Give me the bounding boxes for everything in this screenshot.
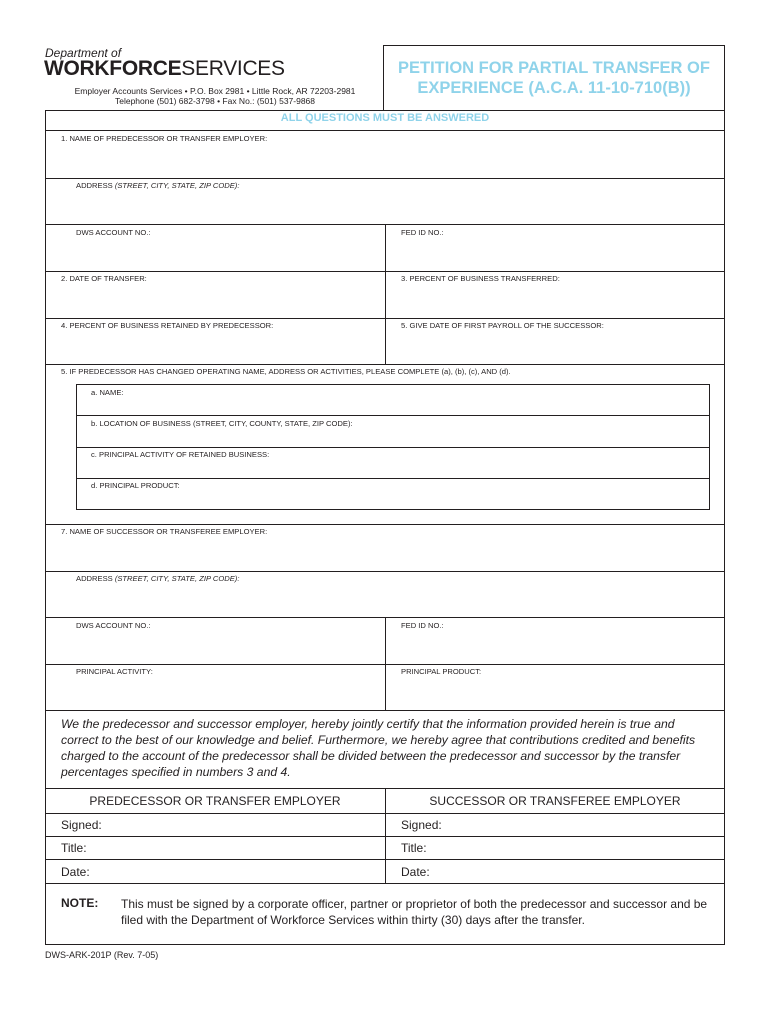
predecessor-signature-heading: PREDECESSOR OR TRANSFER EMPLOYER: [89, 794, 341, 808]
rule: [45, 364, 725, 365]
successor-activity-field[interactable]: PRINCIPAL ACTIVITY:: [76, 667, 153, 676]
predecessor-dws-account-field[interactable]: DWS ACCOUNT NO.:: [76, 228, 151, 237]
predecessor-fed-id-field[interactable]: FED ID NO.:: [401, 228, 444, 237]
successor-signed-field[interactable]: Signed:: [401, 818, 442, 832]
principal-product-field[interactable]: d. PRINCIPAL PRODUCT:: [91, 481, 180, 490]
address-label: ADDRESS: [76, 181, 115, 190]
form-number: DWS-ARK-201P (Rev. 7-05): [45, 950, 159, 960]
logo-bold-text: WORKFORCE: [44, 57, 182, 80]
first-payroll-date-field[interactable]: 5. GIVE DATE OF FIRST PAYROLL OF THE SUCCESSOR:: [401, 321, 604, 330]
successor-name-field[interactable]: 7. NAME OF SUCCESSOR OR TRANSFEREE EMPLOYER:: [61, 527, 268, 536]
rule: [45, 710, 725, 711]
rule: [45, 883, 725, 884]
form-title: [384, 58, 724, 98]
agency-address: Employer Accounts Services • P.O. Box 2981 • Little Rock, AR 72203-2981: [74, 86, 356, 96]
address-hint: (STREET, CITY, STATE, ZIP CODE):: [114, 181, 240, 190]
successor-dws-account-field[interactable]: DWS ACCOUNT NO.:: [76, 621, 151, 630]
form-title-box: [383, 45, 725, 110]
certification-text: We the predecessor and successor employer, hereby jointly certify that the information provided herein is true and correct to the best of our knowledge and belief. Furthermore, we hereby agree that contributions credited and benefits charged to the account of the predecessor shall be divided between the predecessor and successor by the transfer percentages specified in numbers 3 and 4.: [61, 717, 696, 779]
address-label: ADDRESS: [76, 574, 115, 583]
predecessor-signed-field[interactable]: Signed:: [61, 818, 102, 832]
required-banner: ALL QUESTIONS MUST BE ANSWERED: [280, 112, 490, 124]
rule: [45, 178, 725, 179]
column-divider: [385, 224, 386, 364]
changed-name-field[interactable]: a. NAME:: [91, 388, 124, 397]
predecessor-date-field[interactable]: Date:: [61, 865, 90, 879]
rule: [76, 415, 710, 416]
column-divider: [385, 617, 386, 710]
logo-light-text: SERVICES: [181, 57, 285, 80]
form-title-line2: EXPERIENCE (A.C.A. 11-10-710(B)): [417, 79, 691, 97]
rule: [45, 571, 725, 572]
percent-transferred-field[interactable]: 3. PERCENT OF BUSINESS TRANSFERRED:: [401, 274, 560, 283]
department-label: Department of: [45, 46, 122, 60]
date-of-transfer-field[interactable]: 2. DATE OF TRANSFER:: [61, 274, 147, 283]
predecessor-title-field[interactable]: Title:: [61, 841, 87, 855]
successor-title-field[interactable]: Title:: [401, 841, 427, 855]
agency-logo: [44, 57, 285, 81]
percent-retained-field[interactable]: 4. PERCENT OF BUSINESS RETAINED BY PREDECESSOR:: [61, 321, 274, 330]
rule: [45, 524, 725, 525]
address-hint: (STREET, CITY, STATE, ZIP CODE):: [114, 574, 240, 583]
predecessor-address-field[interactable]: [76, 181, 239, 190]
rule: [76, 447, 710, 448]
predecessor-name-field[interactable]: 1. NAME OF PREDECESSOR OR TRANSFER EMPLOYER:: [61, 134, 268, 143]
successor-date-field[interactable]: Date:: [401, 865, 430, 879]
retained-activity-field[interactable]: c. PRINCIPAL ACTIVITY OF RETAINED BUSINESS:: [91, 450, 270, 459]
successor-product-field[interactable]: PRINCIPAL PRODUCT:: [401, 667, 482, 676]
form-title-line1: PETITION FOR PARTIAL TRANSFER OF: [398, 59, 710, 77]
rule: [45, 130, 725, 131]
note-text: This must be signed by a corporate officer, partner or proprietor of both the predecessor and successor and be filed with the Department of Workforce Services within thirty (30) days after the transfer.: [121, 897, 708, 927]
changes-instruction: 5. IF PREDECESSOR HAS CHANGED OPERATING NAME, ADDRESS OR ACTIVITIES, PLEASE COMPLETE (a), (b), (c), AND (d).: [61, 367, 511, 376]
agency-phone: Telephone (501) 682-3798 • Fax No.: (501) 537-9868: [114, 96, 316, 106]
rule: [76, 478, 710, 479]
business-location-field[interactable]: b. LOCATION OF BUSINESS (STREET, CITY, COUNTY, STATE, ZIP CODE):: [91, 419, 353, 428]
successor-signature-heading: SUCCESSOR OR TRANSFEREE EMPLOYER: [429, 794, 681, 808]
successor-fed-id-field[interactable]: FED ID NO.:: [401, 621, 444, 630]
note-label: NOTE:: [61, 896, 99, 910]
successor-address-field[interactable]: [76, 574, 239, 583]
